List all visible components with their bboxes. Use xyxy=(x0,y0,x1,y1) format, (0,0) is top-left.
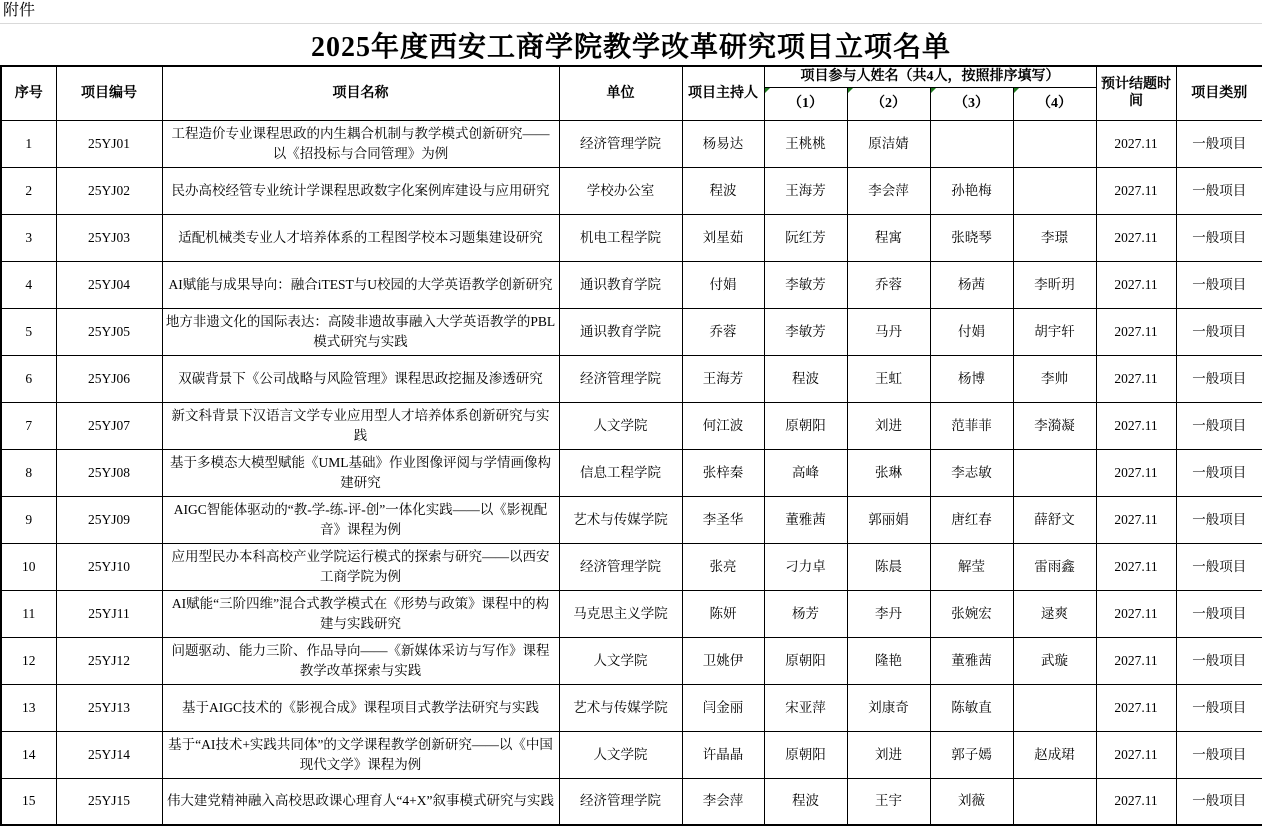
cell-project-code: 25YJ08 xyxy=(56,449,162,496)
cell-participant-3: 张婉宏 xyxy=(930,590,1013,637)
table-row xyxy=(1,402,1262,449)
cell-project-code: 25YJ01 xyxy=(56,120,162,167)
cell-participant-2: 乔蓉 xyxy=(847,261,930,308)
cell-row-number: 2 xyxy=(1,167,56,214)
cell-unit: 机电工程学院 xyxy=(559,214,682,261)
cell-participant-3 xyxy=(930,120,1013,167)
cell-participant-4: 武璇 xyxy=(1013,637,1096,684)
cell-unit: 人文学院 xyxy=(559,402,682,449)
cell-project-code: 25YJ11 xyxy=(56,590,162,637)
cell-participant-1: 王海芳 xyxy=(764,167,847,214)
cell-project-name: 应用型民办本科高校产业学院运行模式的探索与研究——以西安工商学院为例 xyxy=(162,543,559,590)
cell-participant-2: 刘进 xyxy=(847,402,930,449)
cell-participant-2: 陈晨 xyxy=(847,543,930,590)
cell-project-code: 25YJ09 xyxy=(56,496,162,543)
cell-project-name: 基于“AI技术+实践共同体”的文学课程教学创新研究——以《中国现代文学》课程为例 xyxy=(162,731,559,778)
cell-leader: 李会萍 xyxy=(682,778,764,825)
cell-participant-4: 薛舒文 xyxy=(1013,496,1096,543)
cell-participant-4: 李昕玥 xyxy=(1013,261,1096,308)
cell-row-number: 5 xyxy=(1,308,56,355)
cell-category: 一般项目 xyxy=(1176,731,1262,778)
cell-participant-2: 李丹 xyxy=(847,590,930,637)
cell-participant-4: 赵成珺 xyxy=(1013,731,1096,778)
header-participant-2 xyxy=(847,87,930,120)
cell-leader: 闫金丽 xyxy=(682,684,764,731)
cell-project-code: 25YJ02 xyxy=(56,167,162,214)
table-row xyxy=(1,496,1262,543)
cell-unit: 人文学院 xyxy=(559,731,682,778)
header-end-date: 预计结题时间 xyxy=(1096,66,1176,120)
cell-participant-4: 李漪凝 xyxy=(1013,402,1096,449)
cell-leader: 王海芳 xyxy=(682,355,764,402)
cell-participant-1: 原朝阳 xyxy=(764,402,847,449)
cell-leader: 陈妍 xyxy=(682,590,764,637)
cell-unit: 经济管理学院 xyxy=(559,120,682,167)
cell-unit: 马克思主义学院 xyxy=(559,590,682,637)
cell-category: 一般项目 xyxy=(1176,543,1262,590)
cell-row-number: 1 xyxy=(1,120,56,167)
cell-participant-1: 王桃桃 xyxy=(764,120,847,167)
cell-category: 一般项目 xyxy=(1176,637,1262,684)
cell-participant-4: 雷雨鑫 xyxy=(1013,543,1096,590)
header-participant-1 xyxy=(764,87,847,120)
cell-project-name: 伟大建党精神融入高校思政课心理育人“4+X”叙事模式研究与实践 xyxy=(162,778,559,825)
cell-participant-3: 范菲菲 xyxy=(930,402,1013,449)
cell-participant-1: 原朝阳 xyxy=(764,731,847,778)
cell-row-number: 3 xyxy=(1,214,56,261)
cell-unit: 艺术与传媒学院 xyxy=(559,684,682,731)
cell-end-date: 2027.11 xyxy=(1096,214,1176,261)
cell-participant-3: 解莹 xyxy=(930,543,1013,590)
cell-leader: 何江波 xyxy=(682,402,764,449)
cell-end-date: 2027.11 xyxy=(1096,120,1176,167)
cell-participant-1: 程波 xyxy=(764,778,847,825)
cell-participant-2: 郭丽娟 xyxy=(847,496,930,543)
cell-participant-3: 付娟 xyxy=(930,308,1013,355)
cell-participant-3: 陈敏直 xyxy=(930,684,1013,731)
cell-unit: 信息工程学院 xyxy=(559,449,682,496)
table-row xyxy=(1,355,1262,402)
cell-participant-4 xyxy=(1013,778,1096,825)
cell-row-number: 10 xyxy=(1,543,56,590)
cell-end-date: 2027.11 xyxy=(1096,543,1176,590)
cell-unit: 经济管理学院 xyxy=(559,355,682,402)
cell-participant-4 xyxy=(1013,167,1096,214)
cell-row-number: 15 xyxy=(1,778,56,825)
cell-project-code: 25YJ06 xyxy=(56,355,162,402)
cell-category: 一般项目 xyxy=(1176,590,1262,637)
table-row xyxy=(1,261,1262,308)
excel-marker-icon xyxy=(931,88,936,93)
cell-unit: 通识教育学院 xyxy=(559,308,682,355)
cell-unit: 艺术与传媒学院 xyxy=(559,496,682,543)
table-row xyxy=(1,214,1262,261)
cell-participant-2: 王虹 xyxy=(847,355,930,402)
cell-participant-3: 刘薇 xyxy=(930,778,1013,825)
cell-leader: 付娟 xyxy=(682,261,764,308)
cell-project-name: 民办高校经管专业统计学课程思政数字化案例库建设与应用研究 xyxy=(162,167,559,214)
cell-project-code: 25YJ04 xyxy=(56,261,162,308)
cell-row-number: 8 xyxy=(1,449,56,496)
table-header xyxy=(1,66,1262,120)
cell-project-name: 问题驱动、能力三阶、作品导向——《新媒体采访与写作》课程教学改革探索与实践 xyxy=(162,637,559,684)
cell-row-number: 4 xyxy=(1,261,56,308)
cell-participant-2: 隆艳 xyxy=(847,637,930,684)
header-participant-4 xyxy=(1013,87,1096,120)
cell-participant-2: 马丹 xyxy=(847,308,930,355)
cell-category: 一般项目 xyxy=(1176,120,1262,167)
cell-participant-1: 刁力卓 xyxy=(764,543,847,590)
cell-participant-1: 高峰 xyxy=(764,449,847,496)
cell-participant-1: 原朝阳 xyxy=(764,637,847,684)
cell-row-number: 9 xyxy=(1,496,56,543)
cell-participant-2: 王宇 xyxy=(847,778,930,825)
cell-project-name: AIGC智能体驱动的“教-学-练-评-创”一体化实践——以《影视配音》课程为例 xyxy=(162,496,559,543)
cell-project-code: 25YJ05 xyxy=(56,308,162,355)
cell-participant-3: 郭子嫣 xyxy=(930,731,1013,778)
cell-project-code: 25YJ07 xyxy=(56,402,162,449)
cell-row-number: 6 xyxy=(1,355,56,402)
cell-participant-2: 张琳 xyxy=(847,449,930,496)
cell-leader: 杨易达 xyxy=(682,120,764,167)
cell-participant-1: 程波 xyxy=(764,355,847,402)
table-row xyxy=(1,543,1262,590)
table-row xyxy=(1,731,1262,778)
cell-end-date: 2027.11 xyxy=(1096,449,1176,496)
cell-end-date: 2027.11 xyxy=(1096,261,1176,308)
cell-project-name: 新文科背景下汉语言文学专业应用型人才培养体系创新研究与实践 xyxy=(162,402,559,449)
cell-end-date: 2027.11 xyxy=(1096,402,1176,449)
cell-row-number: 14 xyxy=(1,731,56,778)
cell-participant-3: 张晓琴 xyxy=(930,214,1013,261)
cell-project-name: 地方非遗文化的国际表达：高陵非遗故事融入大学英语教学的PBL模式研究与实践 xyxy=(162,308,559,355)
cell-leader: 许晶晶 xyxy=(682,731,764,778)
cell-participant-4: 李帅 xyxy=(1013,355,1096,402)
cell-unit: 学校办公室 xyxy=(559,167,682,214)
cell-project-name: 双碳背景下《公司战略与风险管理》课程思政挖掘及渗透研究 xyxy=(162,355,559,402)
attachment-label: 附件 xyxy=(0,0,1262,24)
cell-participant-1: 杨芳 xyxy=(764,590,847,637)
cell-row-number: 11 xyxy=(1,590,56,637)
header-leader: 项目主持人 xyxy=(682,66,764,120)
cell-category: 一般项目 xyxy=(1176,496,1262,543)
cell-unit: 通识教育学院 xyxy=(559,261,682,308)
header-participants-group: 项目参与人姓名（共4人，按照排序填写） xyxy=(764,66,1096,87)
cell-category: 一般项目 xyxy=(1176,402,1262,449)
title-bar xyxy=(0,24,1262,65)
cell-end-date: 2027.11 xyxy=(1096,731,1176,778)
header-no: 序号 xyxy=(1,66,56,120)
cell-category: 一般项目 xyxy=(1176,355,1262,402)
cell-leader: 张亮 xyxy=(682,543,764,590)
header-unit: 单位 xyxy=(559,66,682,120)
cell-leader: 程波 xyxy=(682,167,764,214)
cell-participant-1: 李敏芳 xyxy=(764,261,847,308)
cell-participant-4 xyxy=(1013,449,1096,496)
cell-leader: 刘星茹 xyxy=(682,214,764,261)
cell-participant-1: 阮红芳 xyxy=(764,214,847,261)
cell-project-code: 25YJ14 xyxy=(56,731,162,778)
table-row xyxy=(1,120,1262,167)
cell-participant-1: 董雅茜 xyxy=(764,496,847,543)
cell-project-name: 基于AIGC技术的《影视合成》课程项目式教学法研究与实践 xyxy=(162,684,559,731)
cell-participant-2: 刘康奇 xyxy=(847,684,930,731)
cell-participant-3: 杨博 xyxy=(930,355,1013,402)
table-row xyxy=(1,308,1262,355)
cell-participant-2: 原洁婧 xyxy=(847,120,930,167)
table-row xyxy=(1,590,1262,637)
cell-participant-3: 孙艳梅 xyxy=(930,167,1013,214)
cell-project-code: 25YJ03 xyxy=(56,214,162,261)
cell-project-name: 适配机械类专业人才培养体系的工程图学校本习题集建设研究 xyxy=(162,214,559,261)
cell-project-code: 25YJ13 xyxy=(56,684,162,731)
cell-participant-4: 逯爽 xyxy=(1013,590,1096,637)
cell-unit: 人文学院 xyxy=(559,637,682,684)
header-participant-2-label: （2） xyxy=(871,95,906,111)
header-participant-4-label: （4） xyxy=(1037,95,1072,111)
cell-participant-3: 董雅茜 xyxy=(930,637,1013,684)
cell-participant-2: 程寓 xyxy=(847,214,930,261)
table-row xyxy=(1,449,1262,496)
cell-leader: 李圣华 xyxy=(682,496,764,543)
cell-end-date: 2027.11 xyxy=(1096,684,1176,731)
cell-project-name: 基于多模态大模型赋能《UML基础》作业图像评阅与学情画像构建研究 xyxy=(162,449,559,496)
cell-project-code: 25YJ12 xyxy=(56,637,162,684)
cell-project-name: AI赋能与成果导向：融合iTEST与U校园的大学英语教学创新研究 xyxy=(162,261,559,308)
cell-participant-3: 李志敏 xyxy=(930,449,1013,496)
header-name: 项目名称 xyxy=(162,66,559,120)
cell-category: 一般项目 xyxy=(1176,167,1262,214)
cell-end-date: 2027.11 xyxy=(1096,637,1176,684)
cell-participant-2: 李会萍 xyxy=(847,167,930,214)
cell-end-date: 2027.11 xyxy=(1096,355,1176,402)
cell-project-name: 工程造价专业课程思政的内生耦合机制与教学模式创新研究——以《招投标与合同管理》为例 xyxy=(162,120,559,167)
cell-end-date: 2027.11 xyxy=(1096,167,1176,214)
page-title: 2025年度西安工商学院教学改革研究项目立项名单 xyxy=(310,31,951,63)
project-table xyxy=(0,65,1262,826)
cell-category: 一般项目 xyxy=(1176,308,1262,355)
header-participant-1-label: （1） xyxy=(788,95,823,111)
cell-leader: 乔蓉 xyxy=(682,308,764,355)
cell-category: 一般项目 xyxy=(1176,449,1262,496)
cell-leader: 卫姚伊 xyxy=(682,637,764,684)
cell-category: 一般项目 xyxy=(1176,684,1262,731)
excel-marker-icon xyxy=(1014,88,1019,93)
cell-participant-2: 刘进 xyxy=(847,731,930,778)
table-row xyxy=(1,778,1262,825)
cell-project-name: AI赋能“三阶四维”混合式教学模式在《形势与政策》课程中的构建与实践研究 xyxy=(162,590,559,637)
cell-participant-1: 李敏芳 xyxy=(764,308,847,355)
excel-marker-icon xyxy=(765,88,770,93)
header-category: 项目类别 xyxy=(1176,66,1262,120)
cell-participant-4: 胡宇轩 xyxy=(1013,308,1096,355)
cell-participant-4 xyxy=(1013,684,1096,731)
cell-end-date: 2027.11 xyxy=(1096,308,1176,355)
cell-end-date: 2027.11 xyxy=(1096,496,1176,543)
cell-category: 一般项目 xyxy=(1176,261,1262,308)
cell-row-number: 7 xyxy=(1,402,56,449)
cell-end-date: 2027.11 xyxy=(1096,590,1176,637)
cell-end-date: 2027.11 xyxy=(1096,778,1176,825)
cell-row-number: 12 xyxy=(1,637,56,684)
cell-category: 一般项目 xyxy=(1176,778,1262,825)
cell-category: 一般项目 xyxy=(1176,214,1262,261)
project-table-body xyxy=(1,120,1262,825)
cell-participant-4 xyxy=(1013,120,1096,167)
header-participant-3 xyxy=(930,87,1013,120)
header-code: 项目编号 xyxy=(56,66,162,120)
header-participant-3-label: （3） xyxy=(954,95,989,111)
table-row xyxy=(1,167,1262,214)
cell-participant-3: 杨茜 xyxy=(930,261,1013,308)
table-row xyxy=(1,684,1262,731)
cell-participant-4: 李璟 xyxy=(1013,214,1096,261)
cell-project-code: 25YJ10 xyxy=(56,543,162,590)
cell-leader: 张梓秦 xyxy=(682,449,764,496)
cell-participant-3: 唐红春 xyxy=(930,496,1013,543)
cell-participant-1: 宋亚萍 xyxy=(764,684,847,731)
cell-unit: 经济管理学院 xyxy=(559,543,682,590)
cell-unit: 经济管理学院 xyxy=(559,778,682,825)
excel-marker-icon xyxy=(848,88,853,93)
table-row xyxy=(1,637,1262,684)
cell-project-code: 25YJ15 xyxy=(56,778,162,825)
cell-row-number: 13 xyxy=(1,684,56,731)
